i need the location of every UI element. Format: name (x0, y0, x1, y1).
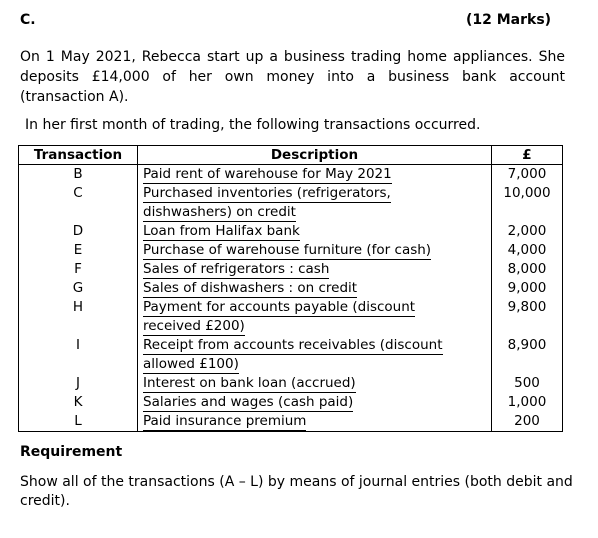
requirement-text: Show all of the transactions (A – L) by means of journal entries (both debit and credit). (20, 474, 573, 509)
description-line: Paid insurance premium (143, 413, 307, 429)
transaction-description (138, 279, 492, 298)
intro-transactions-line: In her first month of trading, the following transactions occurred. (25, 117, 481, 133)
marks-label: (12 Marks) (466, 12, 552, 28)
transaction-id: F (19, 260, 138, 279)
description-line: Sales of refrigerators : cash (143, 261, 330, 277)
requirement-title: Requirement (20, 444, 123, 460)
transaction-id: H (19, 298, 138, 336)
transaction-description (138, 336, 492, 374)
transactions-table (18, 145, 563, 432)
transaction-description (138, 260, 492, 279)
transaction-description (138, 241, 492, 260)
transaction-amount: 4,000 (492, 241, 563, 260)
description-line: Purchased inventories (refrigerators, (143, 185, 391, 201)
transaction-id: C (19, 184, 138, 222)
table-row (19, 184, 563, 222)
transaction-amount: 9,000 (492, 279, 563, 298)
description-line: received £200) (143, 318, 245, 334)
table-row (19, 412, 563, 432)
transaction-id: L (19, 412, 138, 432)
table-row (19, 336, 563, 374)
transaction-amount: 500 (492, 374, 563, 393)
description-line: Sales of dishwashers : on credit (143, 280, 358, 296)
table-header-row (19, 146, 563, 165)
transaction-description (138, 165, 492, 185)
description-line: dishwashers) on credit (143, 204, 296, 220)
transaction-amount: 2,000 (492, 222, 563, 241)
transaction-amount: 9,800 (492, 298, 563, 336)
transaction-description (138, 184, 492, 222)
transaction-amount: 10,000 (492, 184, 563, 222)
table-row (19, 298, 563, 336)
table-row (19, 260, 563, 279)
transaction-description (138, 374, 492, 393)
transaction-id: I (19, 336, 138, 374)
description-line: Loan from Halifax bank (143, 223, 300, 239)
transaction-description (138, 393, 492, 412)
transaction-amount: 200 (492, 412, 563, 432)
description-line: allowed £100) (143, 356, 239, 372)
transaction-amount: 8,900 (492, 336, 563, 374)
table-body (19, 165, 563, 432)
description-line: Receipt from accounts receivables (discount (143, 337, 443, 353)
transaction-description (138, 298, 492, 336)
table-row (19, 279, 563, 298)
table-row (19, 393, 563, 412)
description-line: Purchase of warehouse furniture (for cash) (143, 242, 432, 258)
transaction-id: E (19, 241, 138, 260)
table-row (19, 222, 563, 241)
col-header-transaction: Transaction (19, 146, 138, 165)
transaction-description (138, 222, 492, 241)
description-line: Paid rent of warehouse for May 2021 (143, 166, 392, 182)
transaction-amount: 7,000 (492, 165, 563, 185)
transaction-id: K (19, 393, 138, 412)
transaction-description (138, 412, 492, 432)
table-row (19, 165, 563, 185)
transaction-id: D (19, 222, 138, 241)
col-header-description: Description (138, 146, 492, 165)
description-line: Salaries and wages (cash paid) (143, 394, 354, 410)
question-label: C. (20, 12, 36, 28)
description-line: Interest on bank loan (accrued) (143, 375, 356, 391)
intro-paragraph: On 1 May 2021, Rebecca start up a business trading home appliances. She deposits £14,000 of her own money into a business bank account (transaction A). (20, 49, 565, 105)
transaction-amount: 1,000 (492, 393, 563, 412)
transaction-amount: 8,000 (492, 260, 563, 279)
transaction-id: B (19, 165, 138, 185)
transaction-id: G (19, 279, 138, 298)
transaction-id: J (19, 374, 138, 393)
table-row (19, 374, 563, 393)
col-header-amount: £ (492, 146, 563, 165)
table-row (19, 241, 563, 260)
description-line: Payment for accounts payable (discount (143, 299, 416, 315)
